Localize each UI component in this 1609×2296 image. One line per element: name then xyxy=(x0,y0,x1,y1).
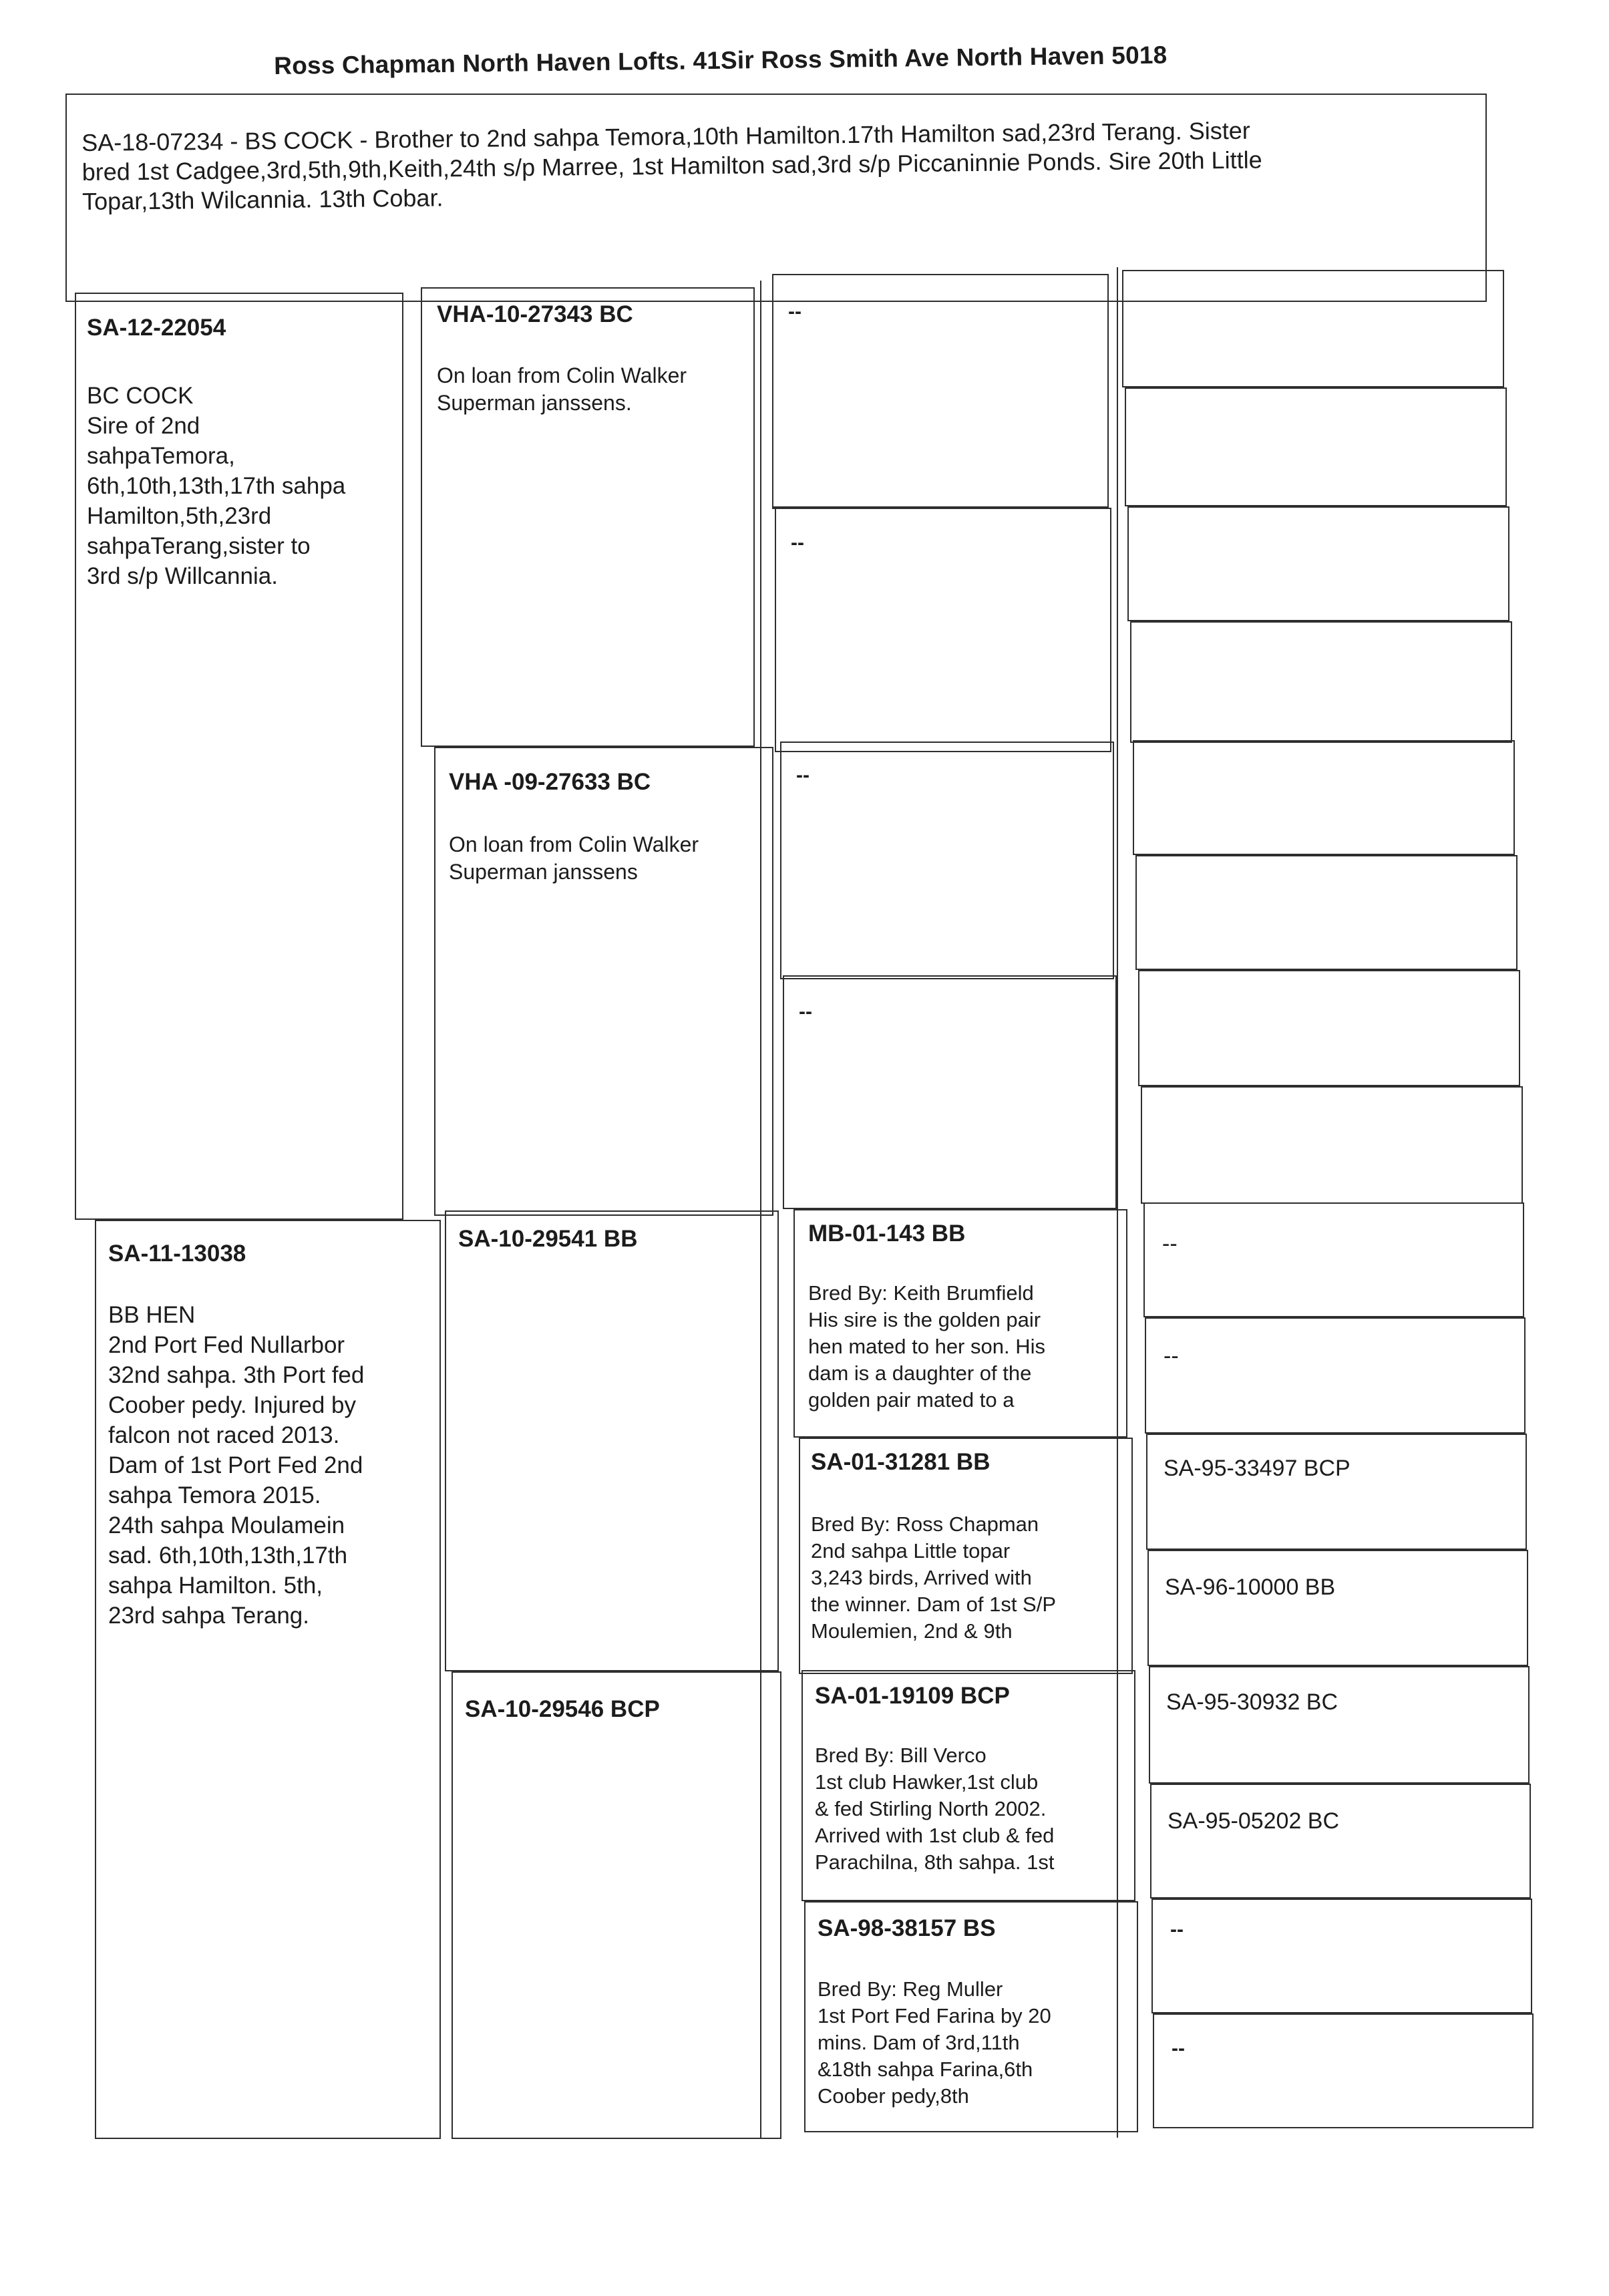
dds-desc-line: 1st club Hawker,1st club xyxy=(815,1770,1039,1794)
dss-sire-ring: -- xyxy=(1162,1231,1178,1257)
sds-cell xyxy=(780,742,1114,979)
dss-cell xyxy=(793,1209,1127,1438)
sd-ring: VHA -09-27633 BC xyxy=(449,769,651,795)
col4-cell xyxy=(1133,740,1515,855)
sire-desc-line: sahpaTemora, xyxy=(87,443,235,469)
sire-desc-line: sahpaTerang,sister to xyxy=(87,533,311,559)
dam-desc-line: Dam of 1st Port Fed 2nd xyxy=(108,1452,363,1478)
dds-dam-ring: SA-95-05202 BC xyxy=(1168,1808,1340,1834)
dam-cell xyxy=(95,1220,441,2139)
sd-cell xyxy=(434,747,773,1216)
sire-desc-line: Sire of 2nd xyxy=(87,413,200,439)
dam-desc-line: sahpa Hamilton. 5th, xyxy=(108,1573,323,1599)
col3-left-rule xyxy=(760,281,761,2138)
dss-description xyxy=(808,1280,1125,1414)
dss-desc-line: golden pair mated to a xyxy=(808,1388,1015,1412)
col4-left-rule xyxy=(1117,267,1118,2138)
dam-desc-line: 2nd Port Fed Nullarbor xyxy=(108,1332,345,1358)
dam-desc-line: 32nd sahpa. 3th Port fed xyxy=(108,1362,365,1388)
ddd-desc-line: 1st Port Fed Farina by 20 xyxy=(818,2004,1051,2027)
dam-desc-line: 24th sahpa Moulamein xyxy=(108,1512,345,1538)
sdd-ring: -- xyxy=(799,1001,812,1023)
dds-desc-line: Parachilna, 8th sahpa. 1st xyxy=(815,1850,1055,1874)
sss-cell xyxy=(772,274,1109,508)
dsd-desc-line: 3,243 birds, Arrived with xyxy=(811,1566,1032,1589)
dss-desc-line: Bred By: Keith Brumfield xyxy=(808,1281,1034,1305)
col4-cell xyxy=(1130,621,1512,743)
col4-cell xyxy=(1146,1434,1527,1550)
ddd-description xyxy=(818,1976,1137,2110)
dam-desc-line: Coober pedy. Injured by xyxy=(108,1392,356,1418)
ddd-ring: SA-98-38157 BS xyxy=(818,1915,996,1941)
ddd-sire-ring: -- xyxy=(1170,1919,1184,1941)
subject-line-3: Topar,13th Wilcannia. 13th Cobar. xyxy=(81,184,443,215)
dam-desc-line: BB HEN xyxy=(108,1302,196,1328)
ss-ring: VHA-10-27343 BC xyxy=(437,301,633,327)
dam-description xyxy=(108,1300,435,1631)
sire-desc-line: 3rd s/p Willcannia. xyxy=(87,563,278,589)
ssd-cell xyxy=(775,508,1111,752)
sds-ring: -- xyxy=(796,764,810,786)
col4-cell xyxy=(1125,387,1507,506)
sdd-cell xyxy=(783,975,1117,1209)
dss-desc-line: dam is a daughter of the xyxy=(808,1361,1032,1385)
dam-desc-line: 23rd sahpa Terang. xyxy=(108,1603,309,1629)
dds-description xyxy=(815,1742,1134,1876)
dds-desc-line: Bred By: Bill Verco xyxy=(815,1744,987,1767)
sire-desc-line: Hamilton,5th,23rd xyxy=(87,503,272,529)
dss-desc-line: hen mated to her son. His xyxy=(808,1335,1045,1358)
sd-description xyxy=(449,831,763,886)
col4-cell xyxy=(1147,1550,1528,1666)
dds-cell xyxy=(801,1670,1135,1901)
dsd-desc-line: 2nd sahpa Little topar xyxy=(811,1539,1011,1563)
col4-cell xyxy=(1153,2013,1534,2128)
ddd-dam-ring: -- xyxy=(1172,2037,1185,2060)
col4-cell xyxy=(1138,970,1520,1086)
dss-desc-line: His sire is the golden pair xyxy=(808,1308,1041,1331)
dds-sire-ring: SA-95-30932 BC xyxy=(1166,1689,1338,1715)
sd-desc-line: Superman janssens xyxy=(449,860,638,884)
sire-cell xyxy=(75,293,403,1220)
col3-divider xyxy=(772,508,1111,509)
ss-desc-line: Superman janssens. xyxy=(437,391,632,415)
sire-desc-line: BC COCK xyxy=(87,383,194,409)
col4-cell xyxy=(1127,506,1509,621)
dss-dam-ring: -- xyxy=(1164,1343,1179,1369)
ddd-cell xyxy=(804,1901,1138,2132)
dd-ring: SA-10-29546 BCP xyxy=(465,1696,660,1722)
dam-ring: SA-11-13038 xyxy=(108,1241,246,1267)
col4-cell xyxy=(1141,1086,1523,1204)
dds-desc-line: Arrived with 1st club & fed xyxy=(815,1824,1055,1847)
page-title: Ross Chapman North Haven Lofts. 41Sir Ross Smith Ave North Haven 5018 xyxy=(274,41,1168,79)
col4-cell xyxy=(1149,1666,1530,1784)
dam-desc-line: sad. 6th,10th,13th,17th xyxy=(108,1542,348,1569)
dd-cell xyxy=(452,1671,781,2139)
ss-description xyxy=(437,362,751,417)
dsd-sire-ring: SA-95-33497 BCP xyxy=(1164,1456,1351,1481)
ds-ring: SA-10-29541 BB xyxy=(458,1226,638,1252)
sire-ring: SA-12-22054 xyxy=(87,315,226,341)
ssd-ring: -- xyxy=(791,532,804,554)
dsd-description xyxy=(811,1511,1131,1645)
ss-cell xyxy=(421,287,755,747)
dam-desc-line: falcon not raced 2013. xyxy=(108,1422,340,1448)
ddd-desc-line: mins. Dam of 3rd,11th xyxy=(818,2031,1020,2054)
subject-line-1: SA-18-07234 - BS COCK - Brother to 2nd sahpa Temora,10th Hamilton.17th Hamilton sad,23rd Terang. Sister xyxy=(81,116,1250,156)
col4-cell xyxy=(1135,855,1517,970)
dsd-dam-ring: SA-96-10000 BB xyxy=(1165,1575,1336,1600)
sire-description xyxy=(87,381,401,591)
ddd-desc-line: Bred By: Reg Muller xyxy=(818,1977,1003,2001)
dsd-desc-line: the winner. Dam of 1st S/P xyxy=(811,1593,1057,1616)
col4-cell xyxy=(1151,1899,1532,2013)
sss-ring: -- xyxy=(788,301,801,323)
col4-cell xyxy=(1143,1202,1524,1317)
col4-cell xyxy=(1145,1317,1526,1434)
dsd-cell xyxy=(799,1438,1133,1674)
col4-cell xyxy=(1122,270,1504,387)
col4-cell xyxy=(1150,1784,1531,1899)
subject-line-2: bred 1st Cadgee,3rd,5th,9th,Keith,24th s/p Marree, 1st Hamilton sad,3rd s/p Piccaninnie Ponds. Sire 20th Little xyxy=(81,146,1262,186)
dsd-ring: SA-01-31281 BB xyxy=(811,1449,991,1475)
sire-desc-line: 6th,10th,13th,17th sahpa xyxy=(87,473,346,499)
subject-description xyxy=(81,114,1471,216)
dam-desc-line: sahpa Temora 2015. xyxy=(108,1482,321,1508)
dds-ring: SA-01-19109 BCP xyxy=(815,1683,1010,1709)
ddd-desc-line: Coober pedy,8th xyxy=(818,2084,969,2108)
dds-desc-line: & fed Stirling North 2002. xyxy=(815,1797,1047,1820)
sd-desc-line: On loan from Colin Walker xyxy=(449,832,699,856)
ss-desc-line: On loan from Colin Walker xyxy=(437,363,687,387)
ddd-desc-line: &18th sahpa Farina,6th xyxy=(818,2058,1033,2081)
dsd-desc-line: Bred By: Ross Chapman xyxy=(811,1512,1039,1536)
ds-cell xyxy=(445,1210,779,1671)
dss-ring: MB-01-143 BB xyxy=(808,1220,966,1247)
dsd-desc-line: Moulemien, 2nd & 9th xyxy=(811,1619,1013,1643)
